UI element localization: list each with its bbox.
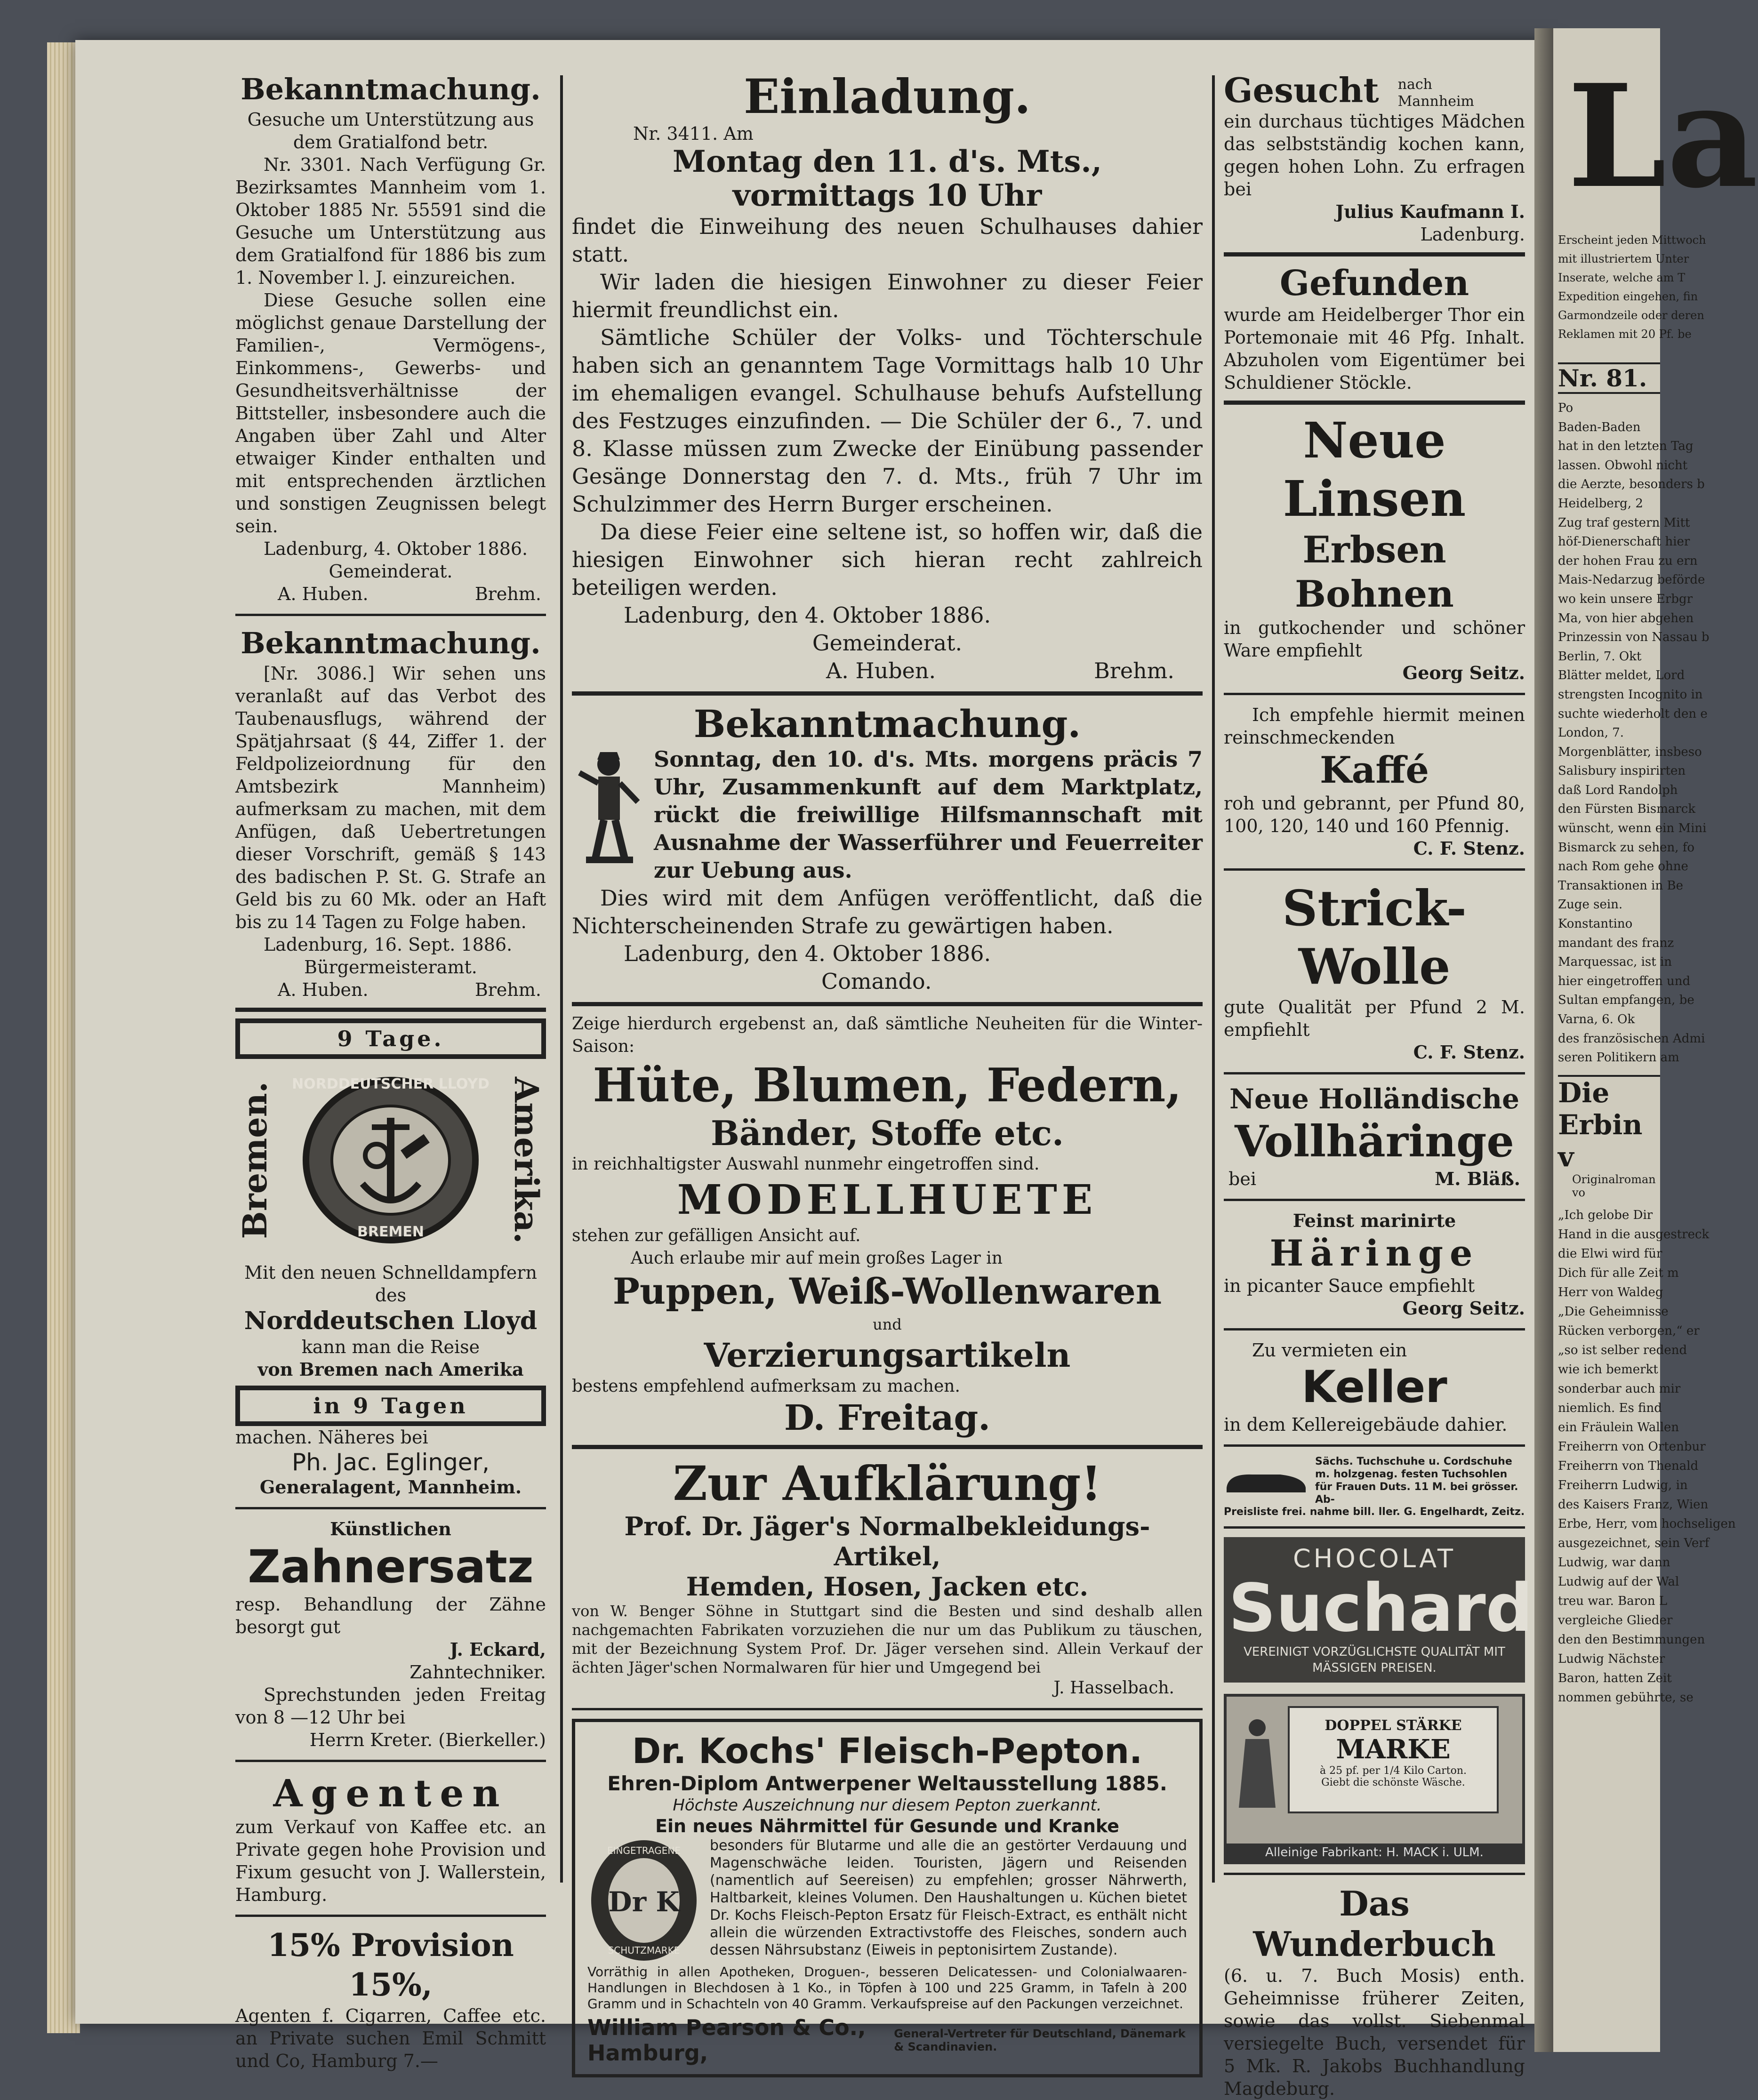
next-news-line: Zug traf gestern Mitt [1558,515,1690,530]
kaffee-big: Kaffé [1320,749,1429,792]
b2-body: [Nr. 3086.] Wir sehen uns veranlaßt auf das Verbot des Taubenausflugs, während der Spätjahrsaat (§ 44, Ziffer 1. der Feldpolizeiordnung für den Amtsbezirk Mannheim) aufmerksam zu machen, mit dem Anfügen, daß Uebertretungen dieser Vorschrift, gemäß § 143 des badischen P. St. G. Strafe an Geld bis zu 60 Mk. oder an Haft bis zu 14 Tagen zu Folge haben. [235,663,546,932]
next-news-line: nach Rom gehe ohne [1558,859,1688,874]
marinirt-big: Häringe [1269,1232,1479,1274]
next-news-line: Sultan empfangen, be [1558,993,1694,1008]
jaeger-sig: J. Hasselbach. [1053,1678,1174,1698]
zahn-body: resp. Behandlung der Zähne besorgt gut [235,1594,546,1637]
gesucht-note: nach Mannheim [1397,76,1474,110]
kaffee-intro: Ich empfehle hiermit meinen reinschmeckenden [1224,705,1525,748]
lloyd-top-box: 9 Tage. [235,1018,546,1059]
next-news-line: Bismarck zu sehen, fo [1558,840,1695,855]
lloyd-left-label: Bremen. [235,1081,274,1239]
freitag-line-4: bestens empfehlend aufmerksam zu machen. [572,1377,960,1396]
wolle-sig: C. F. Stenz. [1413,1042,1525,1063]
lloyd-agent: Ph. Jac. Eglinger, [291,1449,490,1476]
column-rule-1 [560,75,563,1883]
einladung-sig-right: Brehm. [1094,658,1174,683]
b2-title: Bekanntmachung. [241,626,541,660]
jaeger-title: Zur Aufklärung! [673,1456,1102,1511]
next-page-fragment [1553,28,1758,2052]
jaeger-sub-1: Prof. Dr. Jäger's Normalbekleidungs-Artikel, [624,1511,1150,1571]
next-header-line: Erscheint jeden Mittwoch [1558,233,1706,247]
next-news-line: Transaktionen in Be [1558,878,1683,893]
feuer-title: Bekanntmachung. [693,702,1081,746]
zahn-role: Zahntechniker. [409,1662,546,1683]
next-story-line: Ludwig, war dann [1558,1555,1670,1570]
next-story-line: Baron, hatten Zeit [1558,1671,1672,1685]
koch-body: besonders für Blutarme und alle die an gestörter Verdauung und Magenschwäche leiden. Touristen, Jägern und Reisenden (namentlich auf Seereisen) zu empfehlen; grosser Nährwerth, Haltbarkeit, kleines Volumen. Den Haushaltungen u. Küchen bietet Dr. Kochs Fleisch-Pepton Ersatz für Fleisch-Extract, es enthält nicht allein die würzenden Extractivstoffe des Fleisches, sondern auch dessen Nährsubstanz (Eiweis in peptonisirtem Zustande). [710,1837,1187,1958]
feuer-row [572,745,1203,884]
freitag-big-2: Bänder, Stoffe etc. [710,1113,1064,1153]
next-news-line: Varna, 6. Ok [1558,1012,1635,1026]
next-story-line: niemlich. Es find [1558,1401,1662,1415]
next-story-line: sonderbar auch mir [1558,1381,1681,1396]
next-story-line: treu war. Baron L [1558,1594,1668,1608]
wolle-body: gute Qualität per Pfund 2 M. empfiehlt [1224,997,1525,1040]
keller-line-1: Zu vermieten ein [1252,1340,1407,1361]
einladung-date: Ladenburg, den 4. Oktober 1886. [624,602,991,628]
next-masthead: La [1567,53,1758,219]
next-story-column [1558,1206,1736,1707]
marinirt-body: in picanter Sauce empfiehlt [1224,1275,1475,1296]
agenten-body: zum Verkauf von Kaffee etc. an Private gegen hohe Provision und Fixum gesucht von J. Wallerstein, Hamburg. [235,1817,546,1905]
mack-label-1: DOPPEL STÄRKE [1325,1717,1462,1734]
next-news-line: Po [1558,401,1573,415]
next-story-line: Ludwig Nächster [1558,1651,1665,1666]
next-news-line: Ma, von hier abgehen [1558,611,1694,625]
b1-sig-left: A. Huben. [278,584,369,604]
next-story-line: Freiherrn von Ortenbur [1558,1439,1706,1454]
einladung-authority: Gemeinderat. [812,630,963,656]
column-2 [572,71,1203,2077]
next-news-line: strengsten Incognito in [1558,687,1703,702]
koch-award-2: Höchste Auszeichnung nur diesem Pepton zuerkannt. [673,1796,1102,1815]
next-news-line: Prinzessin von Nassau b [1558,630,1710,645]
haering-line-1: Neue Holländische [1229,1083,1520,1115]
freitag-line-1: in reichhaltigster Auswahl nunmehr eingetroffen sind. [572,1154,1040,1174]
column-3 [1224,70,1533,2100]
next-news-line: Mais-Nedarzug beförde [1558,573,1705,587]
next-news-line: mandant des franz [1558,936,1674,950]
linsen-big-2: Erbsen Bohnen [1295,529,1454,616]
linsen-body: in gutkochender und schöner Ware empfiehlt [1224,617,1525,661]
marinirt-line-1: Feinst marinirte [1292,1210,1456,1231]
lloyd-agent-2: Generalagent, Mannheim. [259,1476,522,1498]
lloyd-emblem-bottom-text: BREMEN [357,1224,424,1240]
freitag-big-1: Hüte, Blumen, Federn, [593,1058,1182,1113]
koch-firm: William Pearson & Co., Hamburg, [587,2015,866,2066]
next-story-line: Herr von Waldeg [1558,1285,1663,1299]
suchard-bottom: VEREINIGT VORZÜGLICHSTE QUALITÄT MIT MÄSSIGEN PREISEN. [1244,1645,1505,1675]
next-news-line: daß Lord Randolph [1558,783,1678,797]
next-news-line: suchte wiederholt den e [1558,706,1708,721]
wolle-big: Strick-Wolle [1282,879,1467,995]
koch-title: Dr. Kochs' Fleisch-Pepton. [632,1731,1143,1771]
haering-sig: M. Bläß. [1435,1168,1520,1189]
lloyd-line-2: Norddeutschen Lloyd [244,1306,538,1335]
einladung-date-2: vormittags 10 Uhr [732,178,1042,213]
next-news-line: höf-Dienerschaft hier [1558,535,1690,549]
zahn-hours: Sprechstunden jeden Freitag von 8 —12 Uhr bei [235,1684,546,1728]
einladung-p3: Sämtliche Schüler der Volks- und Töchterschule haben sich an genanntem Tage Vormittags halb 10 Uhr im ehemaligen evangel. Schulhause behufs Aufstellung des Festzuges einzufinden. — Die Schüler der 6., 7. und 8. Klasse müssen zum Zwecke der Einübung passender Gesänge Donnerstag den 7. d. Mts., früh 7 Uhr im Schulzimmer des Herrn Burger erscheinen. [572,325,1203,517]
agenten-title: Agenten [273,1771,508,1815]
next-header-lines [1558,231,1706,344]
next-story-line: ausgezeichnet, sein Verf [1558,1536,1710,1550]
koch-award: Ehren-Diplom Antwerpener Weltausstellung 1885. [607,1772,1167,1795]
feuer-body: Sonntag, den 10. d's. Mts. morgens präcis 7 Uhr, Zusammenkunft auf dem Marktplatz, rückt die freiwillige Hilfsmannschaft mit Ausnahme der Wasserführer und Feuerreiter zur Uebung aus. [654,746,1203,883]
next-story-subtitle: Originalroman vo [1572,1172,1656,1199]
next-news-line: Konstantino [1558,917,1633,931]
mack-line-2: Giebt die schönste Wäsche. [1321,1777,1465,1788]
keller-big: Keller [1301,1362,1447,1413]
next-news-line: Salisbury inspirirten [1558,764,1686,778]
next-header-line: Garmondzeile oder deren [1558,309,1704,322]
b2-date: Ladenburg, 16. Sept. 1886. [264,934,513,955]
schuhe-ad [1224,1455,1525,1506]
b1-body: Nr. 3301. Nach Verfügung Gr. Bezirksamtes Mannheim vom 1. Oktober 1885 Nr. 55591 sind die Gesuche um Unterstützung aus dem Gratialfond für 1886 bis zum 1. November l. J. einzureichen. [235,154,546,288]
freitag-big-4: Puppen, Weiß-Wollenwaren [612,1270,1162,1312]
freitag-modellhuete: MODELLHUETE [677,1176,1098,1224]
einladung-p1: findet die Einweihung des neuen Schulhauses dahier statt. [572,214,1203,267]
freitag-intro: Zeige hierdurch ergebenst an, daß sämtliche Neuheiten für die Winter-Saison: [572,1014,1203,1056]
next-story-line: „Die Geheimnisse [1558,1304,1669,1319]
zahn-title: Zahnersatz [248,1540,534,1593]
column-1 [235,71,546,2072]
feuer-date: Ladenburg, den 4. Oktober 1886. [624,941,991,966]
b1-subtitle: Gesuche um Unterstützung aus dem Gratialfond betr. [247,109,534,152]
koch-ad [572,1719,1203,2077]
next-news-line: den Fürsten Bismarck [1558,802,1696,817]
gefunden-title: Gefunden [1279,263,1469,304]
next-header-line: Inserate, welche am T [1558,271,1686,284]
next-news-line: des französischen Admi [1558,1031,1705,1046]
zahn-name: J. Eckard, [450,1639,546,1660]
b2-sig-left: A. Huben. [278,979,369,1000]
gesucht-body: ein durchaus tüchtiges Mädchen das selbstständig kochen kann, gegen hohen Lohn. Zu erfragen bei [1224,111,1525,200]
next-news-line: hat in den letzten Tag [1558,439,1694,454]
next-story-line: nommen gebührte, se [1558,1690,1694,1705]
next-news-line: Marquessac, ist in [1558,955,1672,970]
einladung-p2: Wir laden die hiesigen Einwohner zu dieser Feier hiermit freundlichst ein. [572,269,1203,322]
mack-bottom: Alleinige Fabrikant: H. MACK i. ULM. [1227,1844,1522,1861]
next-news-line: lassen. Obwohl nicht [1558,458,1688,473]
jaeger-sub-2: Hemden, Hosen, Jacken etc. [686,1571,1089,1602]
kaffee-body: roh und gebrannt, per Pfund 80, 100, 120, 140 und 160 Pfennig. [1224,793,1525,836]
freitag-und: und [873,1315,902,1333]
next-story-line: den den Bestimmungen [1558,1632,1705,1647]
b1-body-2: Diese Gesuche sollen eine möglichst genaue Darstellung der Familien-, Vermögens-, Einkommens-, Gewerbs- und Gesundheitsverhältnisse der Bittsteller, insbesondere auch die Angaben über Zahl und Alter etwaiger Kinder enthalten und mit entsprechenden ärztlichen und sonstigen Zeugnissen belegt sein. [235,290,546,537]
wunder-title: Das Wunderbuch [1253,1884,1496,1964]
next-story-line: Freiherrn Ludwig, in [1558,1478,1688,1492]
koch-small: Vorräthig in allen Apotheken, Droguen-, besseren Delicatessen- und Colonialwaaren-Handlungen in Blechdosen à 1 Ko., in Töpfen à 100 und 225 Gramm, in Tafeln à 200 Gramm und in Schachteln von 40 Gramm. Verkaufspreise auf den Packungen verzeichnet. [587,1964,1187,2012]
next-issue-number: Nr. 81. [1558,362,1660,394]
next-news-line: Heidelberg, 2 [1558,496,1643,511]
next-news-line: Zuge sein. [1558,898,1623,912]
lloyd-emblem-row [235,1059,546,1261]
b1-date: Ladenburg, 4. Oktober 1886. [264,538,528,559]
next-story-line: Hand in die ausgestreck [1558,1227,1710,1242]
provision-title: 15% Provision 15%, [267,1927,514,2003]
schuhe-line-3: Preisliste frei. nahme bill. ller. G. Engelhardt, Zeitz. [1224,1506,1525,1518]
b2-authority: Bürgermeisteramt. [304,957,477,978]
freitag-big-5: Verzierungsartikeln [704,1336,1071,1375]
next-story-line: Erbe, Herr, vom hochseligen [1558,1516,1736,1531]
next-story-line: wie ich bemerkt [1558,1362,1658,1377]
marinirt-sig: Georg Seitz. [1402,1298,1525,1319]
next-news-line: die Aerzte, besonders b [1558,477,1705,492]
next-story-line: die Elwi wird für [1558,1246,1662,1261]
mack-woman-figure-icon [1236,1715,1278,1810]
next-story-line: Dich für alle Zeit m [1558,1266,1679,1280]
next-news-line: wünscht, wenn ein Mini [1558,821,1707,836]
zahn-place: Herrn Kreter. (Bierkeller.) [309,1730,546,1750]
zahn-kicker: Künstlichen [330,1518,451,1539]
jaeger-body: von W. Benger Söhne in Stuttgart sind die Besten und sind deshalb allen nachgemachten Fabrikaten vorzuziehen die nur um das Publikum zu täuschen, mit der Bezeichnung System Prof. Dr. Jäger versehen sind. Allein Verkauf der ächten Jäger'schen Normalwaren für hier und Umgegend bei [572,1602,1203,1676]
gesucht-name: Julius Kaufmann I. [1335,201,1525,222]
freitag-name: D. Freitag. [784,1398,991,1438]
next-story-line: Rücken verborgen,“ er [1558,1323,1700,1338]
koch-seal-bottom: SCHUTZMARKE [608,1945,680,1956]
mack-line-1: à 25 pf. per 1/4 Kilo Carton. [1320,1765,1467,1777]
next-story-line: „so ist selber redend [1558,1343,1687,1357]
lloyd-anchor-key-emblem-icon [292,1061,490,1259]
mack-label-2: MARKE [1336,1734,1451,1765]
b1-title: Bekanntmachung. [241,72,541,106]
lloyd-line-1: Mit den neuen Schnelldampfern des [244,1262,537,1306]
lloyd-line-4: von Bremen nach Amerika [257,1359,524,1380]
b2-sig-right: Brehm. [474,979,541,1000]
lloyd-right-label: Amerika. [507,1076,546,1244]
next-news-column [1558,399,1710,1067]
keller-body: in dem Kellereigebäude dahier. [1224,1414,1508,1435]
lloyd-line-5: machen. Näheres bei [235,1427,428,1448]
koch-seal-mid: Dr K [608,1886,680,1918]
koch-body-row [587,1837,1187,1964]
next-header-line: Expedition eingehen, fin [1558,290,1698,303]
next-news-line: wo kein unsere Erbgr [1558,592,1693,606]
next-header-line: Reklamen mit 20 Pf. be [1558,328,1692,341]
kaffee-sig: C. F. Stenz. [1413,838,1525,859]
suchard-top: CHOCOLAT [1292,1544,1456,1573]
einladung-sig-left: A. Huben. [826,658,936,683]
haering-big: Vollhäringe [1235,1116,1514,1167]
haering-bei: bei [1228,1169,1256,1189]
column-rule-2 [1212,75,1215,1883]
schuhe-line-1: Sächs. Tuchschuhe u. Cordschuhe [1315,1456,1512,1467]
einladung-p4: Da diese Feier eine seltene ist, so hoffen wir, daß die hiesigen Einwohner sich hieran recht zahlreich beteiligen werden. [572,519,1203,600]
next-story-line: vergleiche Glieder [1558,1613,1673,1627]
mack-ad [1224,1694,1525,1864]
einladung-nr: Nr. 3411. Am [633,123,754,144]
freitag-line-3: Auch erlaube mir auf mein großes Lager in [630,1249,1003,1268]
gesucht-place: Ladenburg. [1420,224,1525,245]
suchard-big: Suchard [1228,1570,1533,1647]
schuhe-line-2: m. holzgenag. festen Tuchsohlen für Frauen Duts. 11 M. bei grösser. Ab- [1315,1468,1518,1506]
koch-trademark-seal-icon [587,1837,700,1964]
lloyd-emblem-top-text: NORDDEUTSCHER LLOYD [292,1076,490,1092]
next-news-line: Baden-Baden [1558,420,1641,434]
feuer-body-2: Dies wird mit dem Anfügen veröffentlicht, daß die Nichterscheinenden Strafe zu gewärtigen haben. [572,885,1203,938]
linsen-sig: Georg Seitz. [1402,662,1525,683]
wunder-body: (6. u. 7. Buch Mosis) enth. Geheimnisse früherer Zeiten, sowie das vollst. Siebenmal versiegelte Buch, versendet für 5 Mk. R. Jakobs Buchhandlung Magdeburg. [1224,1965,1525,2099]
einladung-date-1: Montag den 11. d's. Mts., [673,144,1102,179]
koch-firm-sub: General-Vertreter für Deutschland, Dänemark & Scandinavien. [894,2027,1186,2053]
shoe-icon [1224,1464,1308,1497]
firefighter-icon [572,745,647,868]
feuer-sig: Comando. [821,969,932,994]
next-story-line: „Ich gelobe Dir [1558,1208,1653,1222]
lloyd-line-3: kann man die Reise [301,1337,480,1357]
next-story-line: ein Fräulein Wallen [1558,1420,1679,1435]
next-news-line: London, 7. [1558,726,1624,740]
next-news-line: seren Politikern am [1558,1050,1679,1065]
freitag-line-2: stehen zur gefälligen Ansicht auf. [572,1226,861,1245]
b1-authority: Gemeinderat. [329,561,453,582]
next-news-line: Berlin, 7. Okt [1558,649,1642,664]
next-story-title: Die Erbin v [1558,1075,1660,1173]
next-news-line: hier eingetroffen und [1558,974,1691,988]
next-header-line: mit illustriertem Unter [1558,252,1689,265]
linsen-big-1: Neue Linsen [1283,411,1466,528]
koch-seal-top: EINGETRAGENE [607,1845,681,1856]
next-story-line: Freiherrn von Thenald [1558,1459,1699,1473]
next-story-line: Ludwig auf der Wal [1558,1574,1679,1589]
b1-sig-right: Brehm. [474,584,541,604]
koch-firm-row [587,2015,1187,2066]
next-news-line: Morgenblätter, insbeso [1558,745,1702,759]
lloyd-bottom-box: in 9 Tagen [235,1386,546,1426]
gefunden-body: wurde am Heidelberger Thor ein Portemonaie mit 46 Pfg. Inhalt. Abzuholen vom Eigentümer bei Schuldiener Stöckle. [1224,305,1525,393]
next-story-line: des Kaisers Franz, Wien [1558,1497,1709,1512]
koch-tag: Ein neues Nährmittel für Gesunde und Kranke [655,1816,1119,1836]
next-news-line: Blätter meldet, Lord [1558,668,1685,683]
suchard-ad [1224,1537,1533,1683]
gesucht-header [1224,71,1525,110]
einladung-title: Einladung. [744,69,1031,124]
gesucht-title: Gesucht [1224,70,1379,110]
provision-body: Agenten f. Cigarren, Caffee etc. an Private suchen Emil Schmitt und Co, Hamburg 7.— [235,2005,546,2071]
next-news-line: der hohen Frau zu ern [1558,553,1698,568]
